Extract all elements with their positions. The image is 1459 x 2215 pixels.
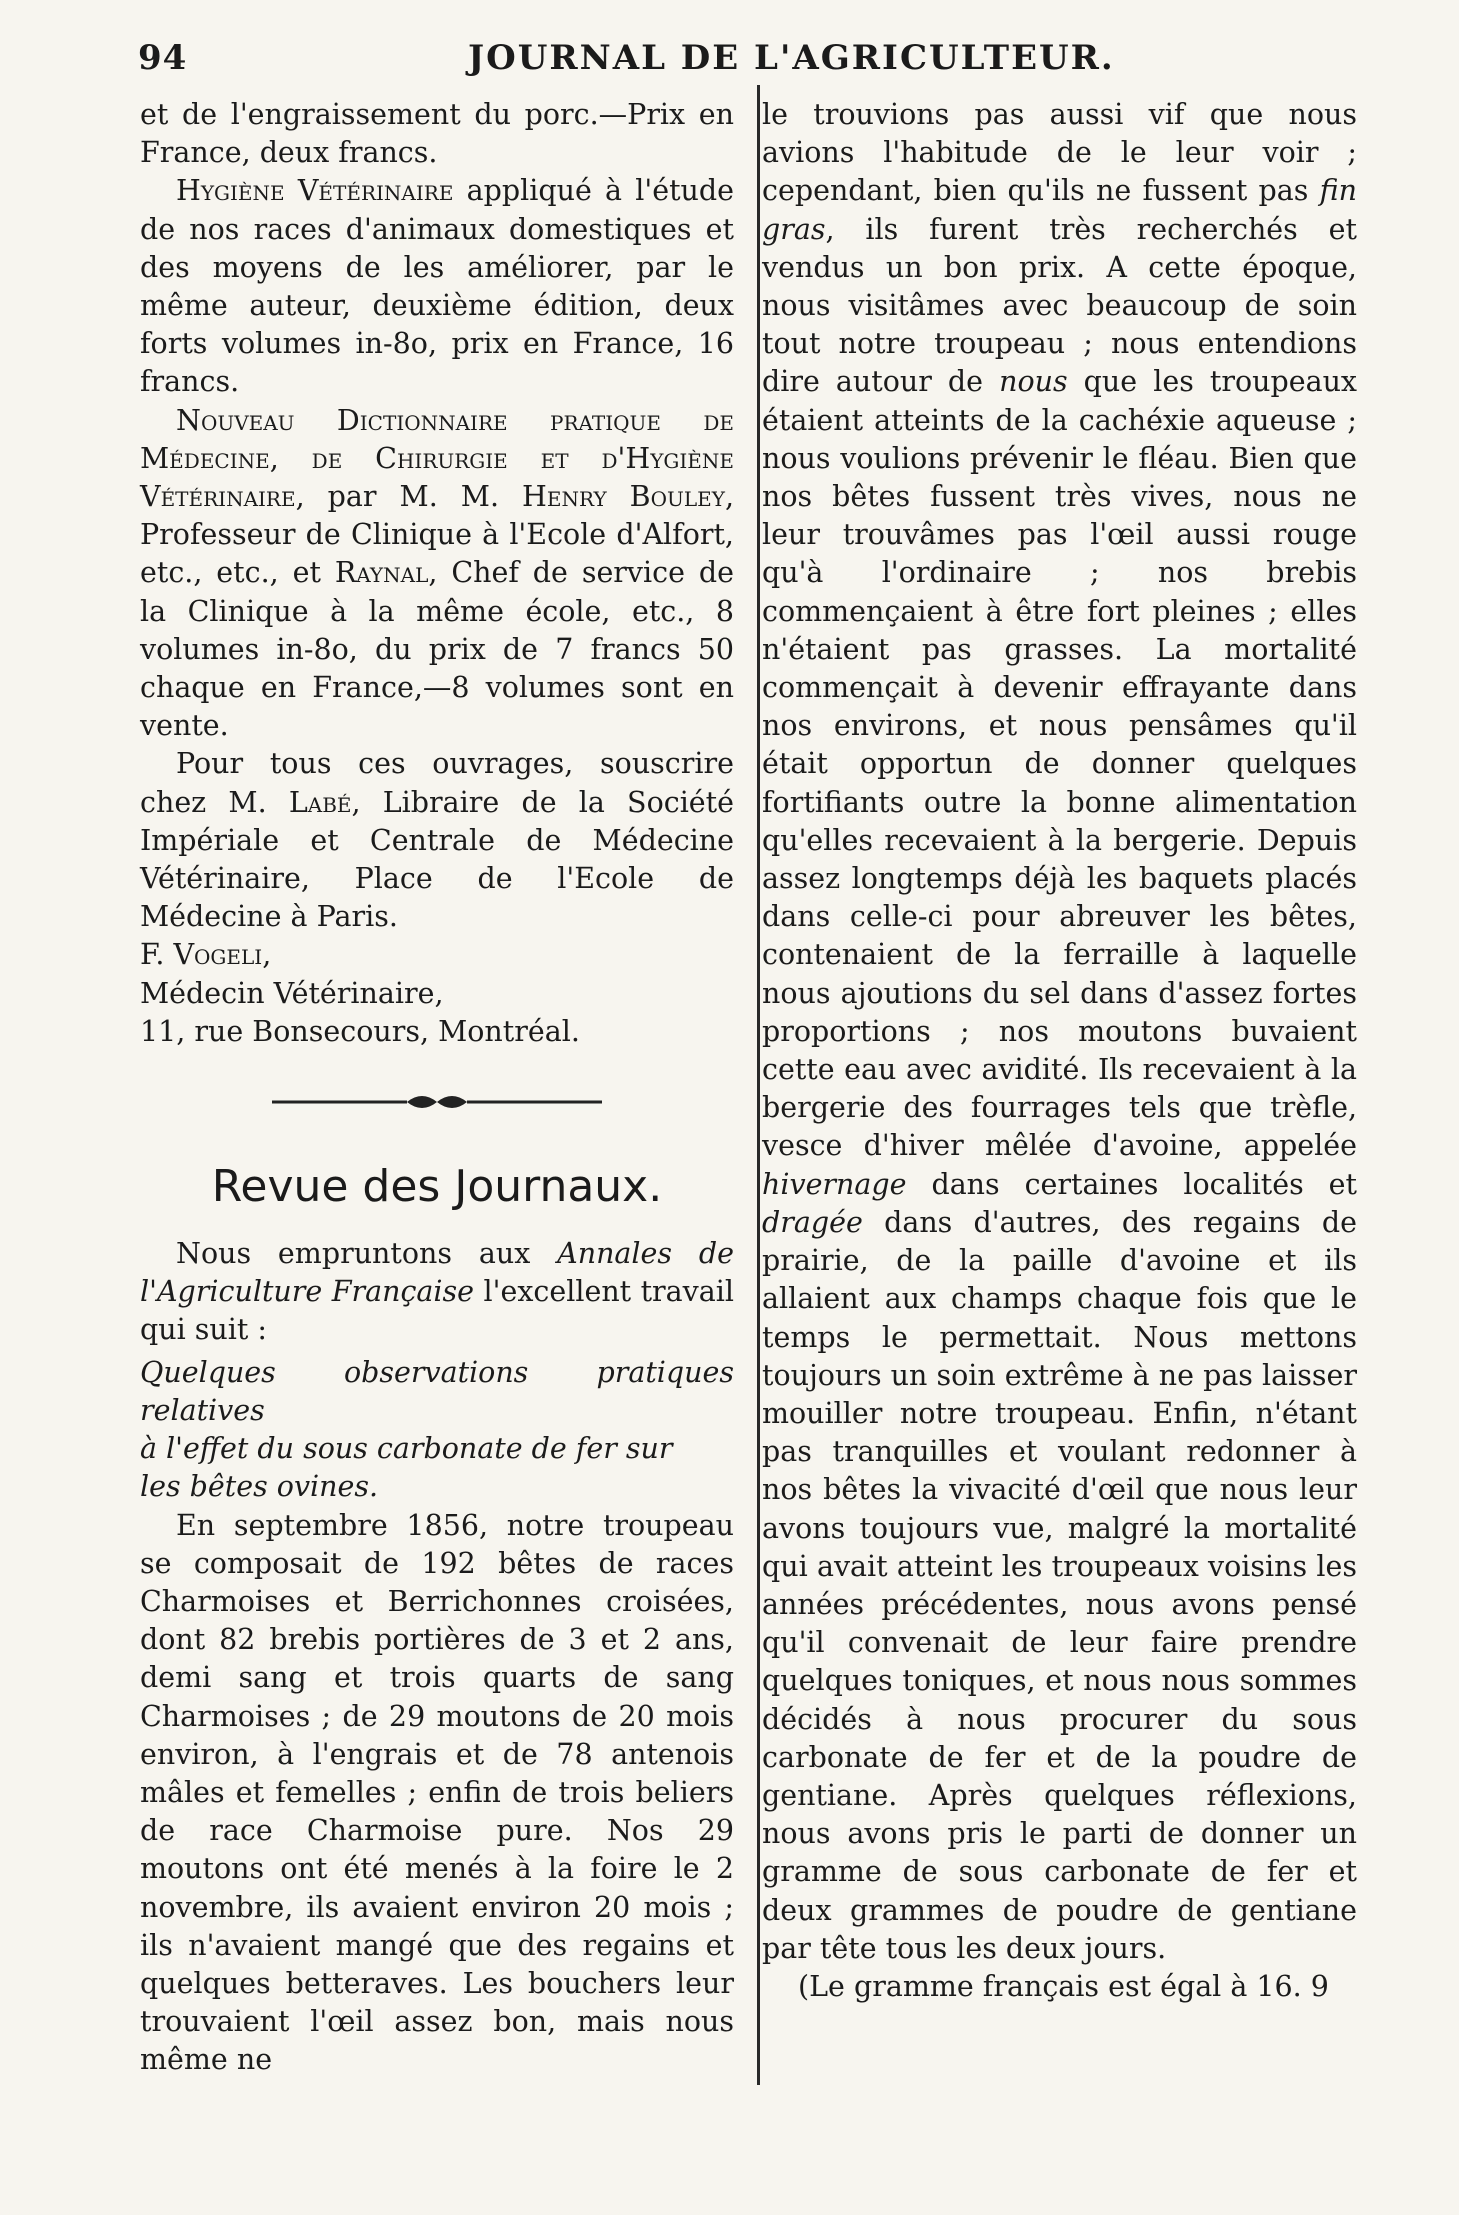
paragraph-intro xyxy=(140,1235,734,1350)
section-title: Revue des Journaux. xyxy=(211,1161,663,1213)
article-subtitle-line3: les bêtes ovines. xyxy=(140,1470,379,1504)
signature-title: Médecin Vétérinaire, xyxy=(140,976,444,1010)
paragraph-september: En septembre 1856, notre troupeau se composait de 192 bêtes de races Charmoises et Berrichonnes croisées, dont 82 brebis portières de 3 et 2 ans, demi sang et trois quarts de sang Charmoises ; de 29 moutons de 20 mois environ, à l'engrais et de 78 antenois mâles et femelles ; enfin de trois beliers de race Charmoise pure. Nos 29 moutons ont été menés à la foire le 2 novembre, ils avaient environ 20 mois ; ils n'avaient mangé que des regains et quelques betteraves. Les bouchers leur trouvaient l'œil assez bon, mais nous même ne xyxy=(140,1508,734,2077)
article-subtitle-line1: Quelques observations pratiques relatives xyxy=(140,1355,734,1427)
author-bouley: Henry Bouley xyxy=(522,480,725,514)
left-column xyxy=(140,96,734,2080)
italic-term: fin gras xyxy=(762,174,1357,246)
text-fragment: Nous empruntons aux xyxy=(176,1237,558,1271)
italic-term: nous xyxy=(999,365,1068,399)
bookseller-name: M. Labé xyxy=(228,785,352,819)
text-fragment: , Libraire de la Société Impériale et Centrale de Médecine Vétérinaire, Place de l'Ecole de Médecine à Paris. xyxy=(140,785,734,934)
paragraph-dictionnaire xyxy=(140,402,734,746)
signature-name: F. Vogeli, xyxy=(140,938,272,972)
text-fragment: , Professeur de Clinique à l'Ecole d'Alfort, etc., etc., et xyxy=(140,480,734,590)
text-fragment: dans d'autres, des regains de prairie, de la paille d'avoine et ils allaient aux champs chaque fois que le temps le permettait. Nous mettons toujours un soin extrême à ne pas laisser mouiller notre troupeau. Enfin, n'étant pas tranquilles et voulant redonner à nos bêtes la vivacité d'œil que nous leur avons toujours vue, malgré la mortalité qui avait atteint les troupeaux voisins les années précédentes, nous avons pensé qu'il convenait de leur faire prendre quelques toniques, et nous nous sommes décidés à nous procurer du sous carbonate de fer et de la poudre de gentiane. Après quelques réflexions, nous avons pris le parti de donner un gramme de sous carbonate de fer et deux grammes de poudre de gentiane par tête tous les deux jours. xyxy=(762,1205,1357,1965)
page-number: 94 xyxy=(138,38,188,78)
paragraph-hygiene xyxy=(140,172,734,401)
text-fragment: le trouvions pas aussi vif que nous avions l'habitude de le leur voir ; cependant, bien qu'ils ne fussent pas xyxy=(762,98,1357,208)
paragraph-continued: et de l'engraissement du porc.—Prix en France, deux francs. xyxy=(140,98,734,170)
right-column xyxy=(762,96,1357,2006)
italic-term: dragée xyxy=(762,1205,863,1239)
paragraph-gramme-note: (Le gramme français est égal à 16. 9 xyxy=(798,1969,1329,2003)
paragraph-continued-right xyxy=(762,96,1357,1968)
text-fragment: l'excellent travail qui suit : xyxy=(140,1275,734,1347)
paragraph-souscrire xyxy=(140,745,734,936)
text-fragment: dans certaines localités et xyxy=(906,1167,1357,1201)
ornament-divider-icon xyxy=(272,1087,602,1117)
article-subtitle-line2: à l'effet du sous carbonate de fer sur xyxy=(140,1432,673,1466)
paragraph-hygiene-text: appliqué à l'étude de nos races d'animaux domestiques et des moyens de les améliorer, par le même auteur, deuxième édition, deux forts volumes in-8o, prix en France, 16 francs. xyxy=(140,174,734,399)
column-divider xyxy=(757,85,760,2085)
text-fragment: Pour tous ces ouvrages, souscrire chez xyxy=(140,747,734,819)
journal-title: JOURNAL DE L'AGRICULTEUR. xyxy=(468,38,1115,78)
text-fragment: , ils furent très recherchés et vendus un bon prix. A cette époque, nous visitâmes avec beaucoup de soin tout notre troupeau ; nous entendions dire autour de xyxy=(762,212,1357,399)
text-fragment: , Chef de service de la Clinique à la même école, etc., 8 volumes in-8o, du prix de 7 francs 50 chaque en France,—8 volumes sont en vente. xyxy=(140,556,734,743)
author-raynal: Raynal xyxy=(334,556,429,590)
text-fragment: que les troupeaux étaient atteints de la cachéxie aqueuse ; nous voulions prévenir le fléau. Bien que nos bêtes fussent très vives, nous ne leur trouvâmes pas l'œil aussi rouge qu'à l'ordinaire ; nos brebis commençaient à être fort pleines ; elles n'étaient pas grasses. La mortalité commençait à devenir effrayante dans nos environs, et nous pensâmes qu'il était opportun de donner quelques fortifiants outre la bonne alimentation qu'elles recevaient à la bergerie. Depuis assez longtemps déjà les baquets placés dans celle-ci pour abreuver les bêtes, contenaient de la ferraille à laquelle nous ajoutions du sel dans d'assez fortes proportions ; nos moutons buvaient cette eau avec avidité. Ils recevaient à la bergerie des fourrages tels que trèfle, vesce d'hiver mêlée d'avoine, appelée xyxy=(762,365,1358,1163)
signature-address: 11, rue Bonsecours, Montréal. xyxy=(140,1014,580,1048)
book-title-hygiene: Hygiène Vétérinaire xyxy=(176,174,454,208)
text-fragment: , par M. M. xyxy=(295,480,523,514)
source-title: Annales de l'Agriculture Française xyxy=(140,1237,734,1309)
italic-term: hivernage xyxy=(762,1167,907,1201)
book-title-dictionnaire: Nouveau Dictionnaire pratique de Médecine, de Chirurgie et d'Hygiène Vétérinaire xyxy=(140,403,734,514)
